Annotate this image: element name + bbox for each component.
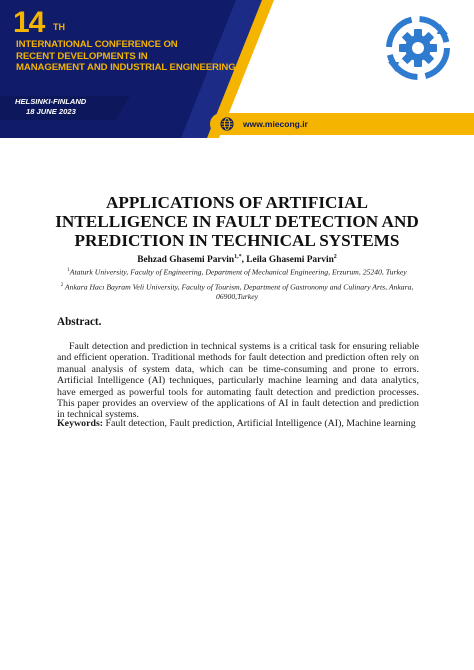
keywords-line [57,418,419,429]
conference-edition-number: 14 [13,6,45,39]
affiliation-1-text: Ataturk University, Faculty of Engineering, Department of Mechanical Engineering, Erzurum, 25240, Turkey [69,267,407,277]
author-2-name: Leila Ghasemi Parvin [246,255,334,266]
conference-location: HELSINKI-FINLAND [15,97,87,106]
gear-logo-icon [382,12,454,84]
keywords-label: Keywords: [57,418,104,429]
author-line [40,251,434,266]
author-2-superscript: 2 [333,254,337,260]
globe-icon [220,117,234,131]
affiliation-1 [50,266,424,277]
author-1-name: Behzad Ghasemi Parvin [137,255,235,266]
affiliation-2-superscript: 2 [60,283,64,288]
website-link[interactable]: www.miecong.ir [243,119,308,129]
affiliation-2-text: Ankara Hacı Bayram Veli University, Faculty of Tourism, Department of Gastronomy and Culinary Arts, Ankara, 06900,Turkey [64,282,414,302]
affiliation-2 [50,281,424,302]
conference-date: 18 JUNE 2023 [26,107,76,116]
keywords-text: Fault detection, Fault prediction, Artificial Intelligence (AI), Machine learning [103,418,416,429]
conference-title: INTERNATIONAL CONFERENCE ON RECENT DEVELOPMENTS IN MANAGEMENT AND INDUSTRIAL ENGINEERING [16,39,236,73]
author-separator: , [241,255,247,266]
paper-title: APPLICATIONS OF ARTIFICIAL INTELLIGENCE IN FAULT DETECTION AND PREDICTION IN TECHNICAL SYSTEMS [55,193,419,250]
author-1-superscript: 1,* [234,254,242,260]
conference-banner [0,0,474,138]
conference-edition-suffix: TH [53,22,65,32]
abstract-body: Fault detection and prediction in technical systems is a critical task for ensuring reliable and efficient operation. Traditional methods for fault detection and prediction often rely on manual analysis of system data, which can be time-consuming and prone to errors. Artificial Intelligence (AI) techniques, particularly machine learning and data analytics, have emerged as powerful tools for automating fault detection and prediction processes. This paper provides an overview of the applications of AI in fault detection and prediction in technical systems. [57,341,419,421]
affiliation-1-superscript: 1 [67,268,70,273]
abstract-heading: Abstract. [57,316,102,328]
